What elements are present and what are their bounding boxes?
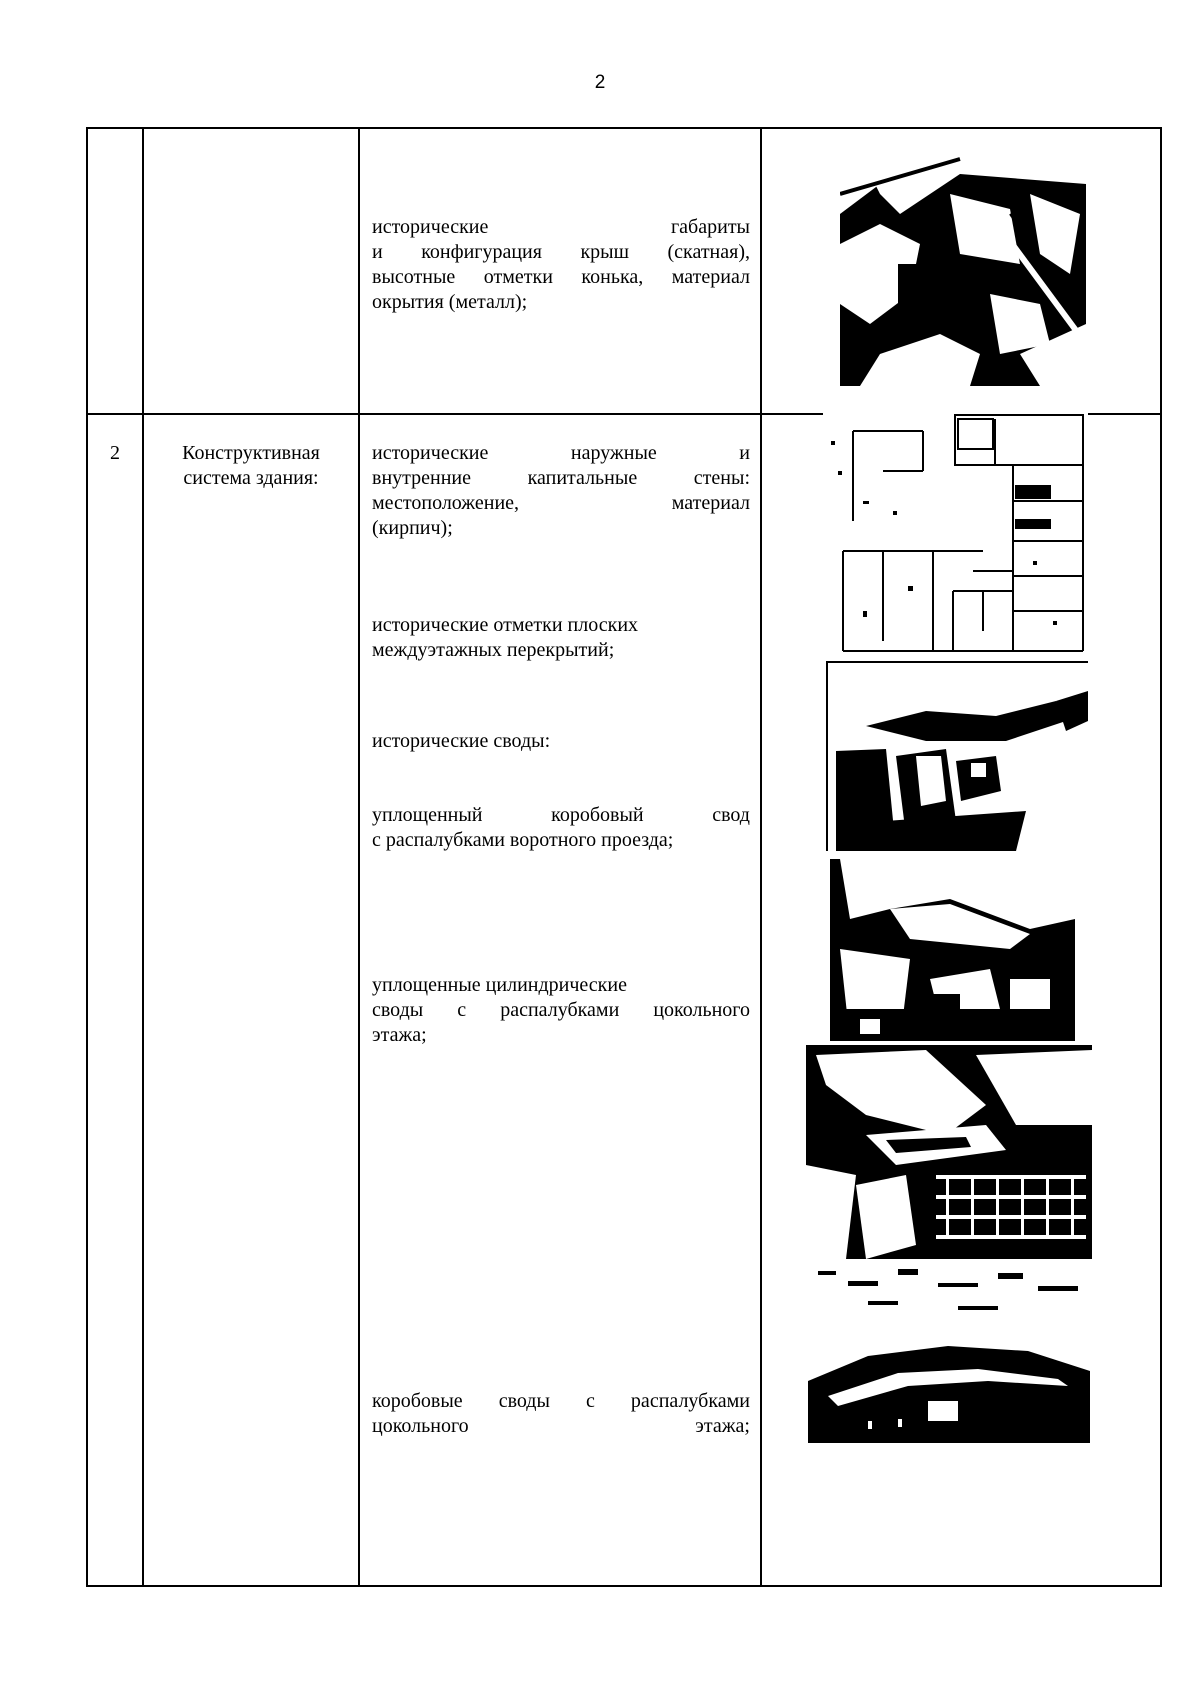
vaults-heading: исторические своды:	[372, 730, 551, 752]
cylindrical-vault-photo	[830, 859, 1075, 1041]
row-number: 2	[110, 442, 120, 464]
column-divider	[142, 129, 144, 1585]
gate-vault-photo	[826, 661, 1088, 851]
library-vault-photo	[806, 1045, 1092, 1259]
roof-description: исторические габариты и конфигурация крыш (скатная), высотные отметки конька, материал окрытия (металл);	[372, 216, 750, 313]
column-divider	[760, 129, 762, 1585]
page-number: 2	[594, 72, 606, 93]
box-vaults-description: коробовые своды с распалубками цокольного этажа;	[372, 1390, 750, 1437]
row-name: Конструктивная система здания:	[182, 442, 320, 489]
roof-plan-image	[840, 154, 1086, 386]
floors-description: исторические отметки плоских междуэтажных перекрытий;	[372, 614, 639, 661]
box-vault-photo	[808, 1261, 1090, 1443]
document-table	[86, 127, 1162, 1587]
gate-vault-description: уплощенный коробовый свод с распалубками воротного проезда;	[372, 804, 750, 851]
walls-description: исторические наружные и внутренние капитальные стены: местоположение, материал (кирпич);	[372, 442, 750, 539]
column-divider	[358, 129, 360, 1585]
cylindrical-vaults-description: уплощенные цилиндрические своды с распалубками цокольного этажа;	[372, 974, 750, 1046]
floor-plan-image	[823, 411, 1088, 656]
